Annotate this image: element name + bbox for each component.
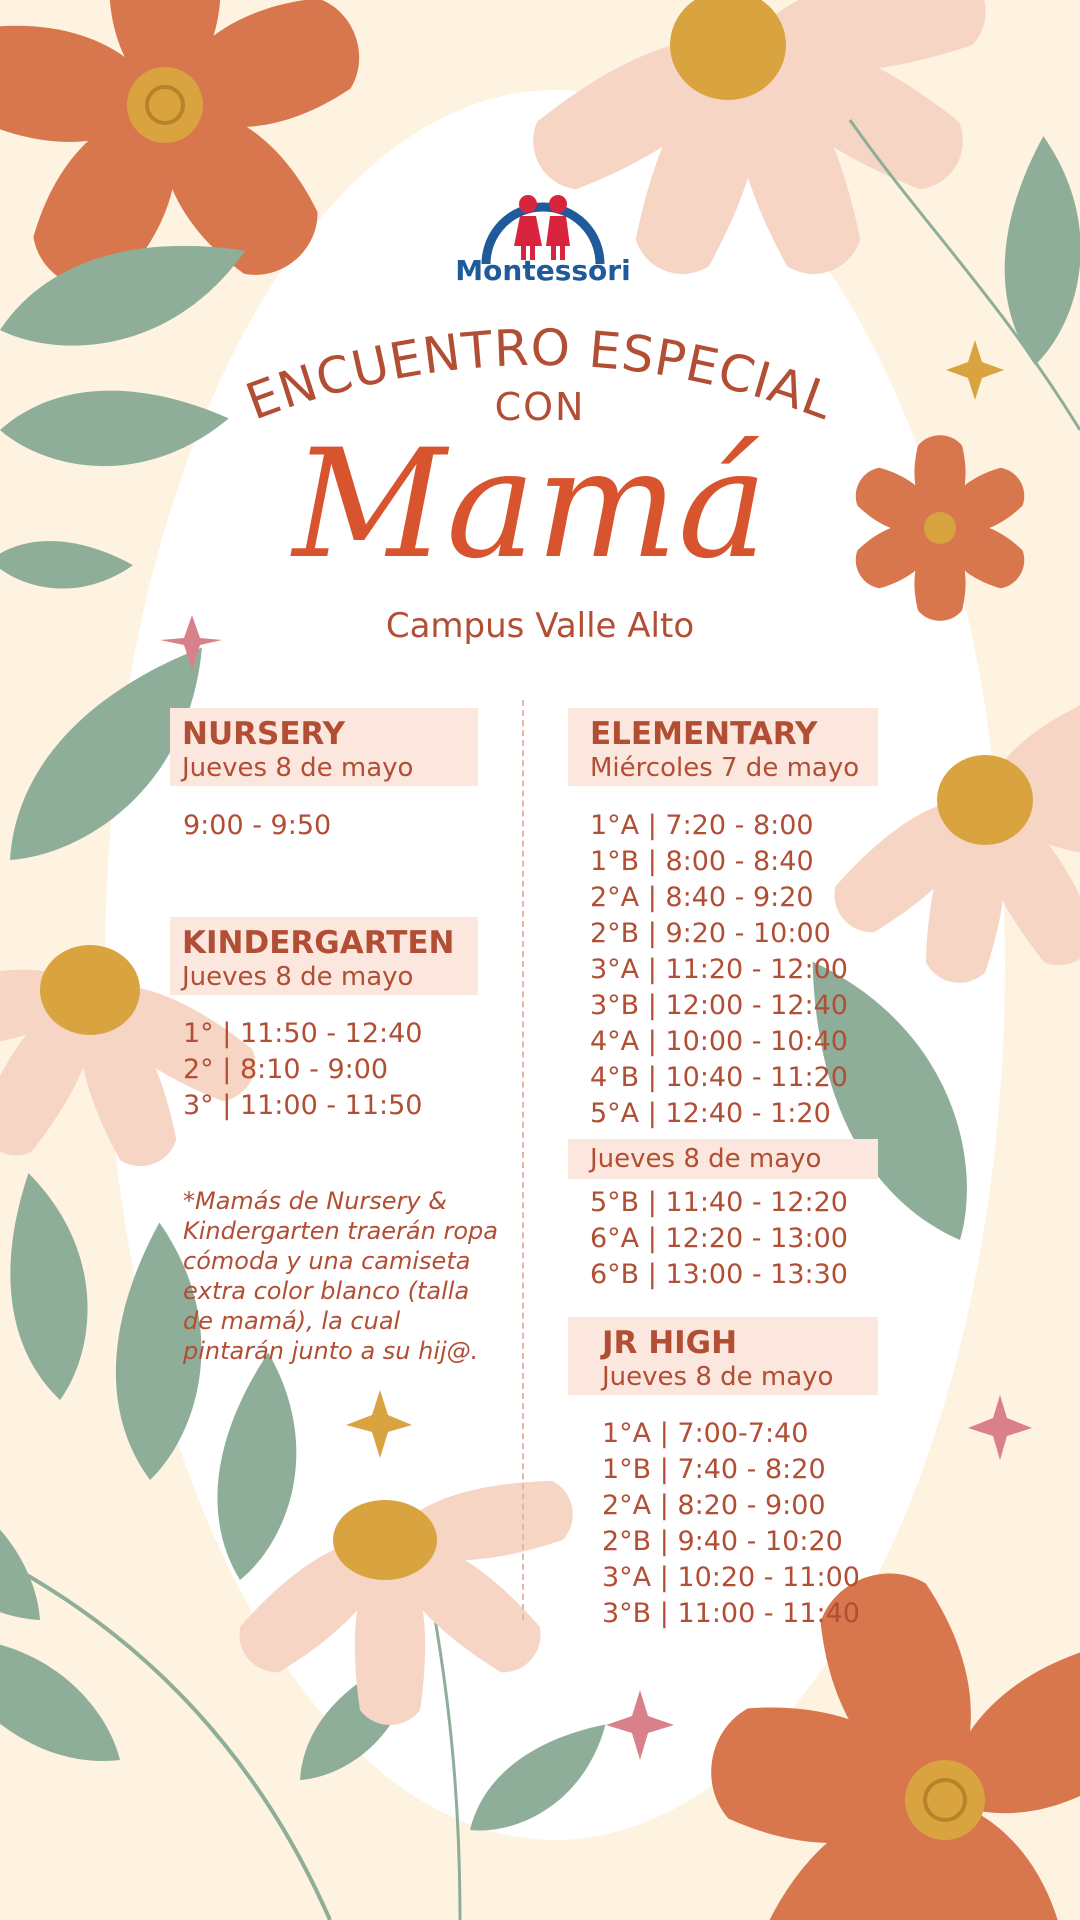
nursery-slot: 9:00 - 9:50 (183, 810, 332, 841)
elementary-slot: 5°A | 12:40 - 1:20 (590, 1098, 831, 1129)
nursery-title: NURSERY (182, 716, 346, 752)
jrhigh-slot: 3°A | 10:20 - 11:00 (602, 1562, 860, 1593)
jrhigh-slot: 2°A | 8:20 - 9:00 (602, 1490, 826, 1521)
elementary-date2: Jueves 8 de mayo (568, 1139, 878, 1179)
elementary-slot: 2°B | 9:20 - 10:00 (590, 918, 831, 949)
elementary-slot: 4°B | 10:40 - 11:20 (590, 1062, 848, 1093)
elementary-slot: 5°B | 11:40 - 12:20 (590, 1187, 848, 1218)
elementary-header (568, 708, 878, 786)
campus-name: Campus Valle Alto (385, 606, 695, 646)
elementary-slot: 1°B | 8:00 - 8:40 (590, 846, 814, 877)
elementary-slot: 1°A | 7:20 - 8:00 (590, 810, 814, 841)
logo-children-icon (478, 176, 608, 266)
elementary-slots (590, 808, 848, 1132)
jrhigh-header (568, 1317, 878, 1395)
title-line1-text: ENCUENTRO ESPECIAL (238, 318, 842, 432)
kindergarten-header (170, 917, 478, 995)
jrhigh-date: Jueves 8 de mayo (602, 1362, 834, 1392)
nursery-header (170, 708, 478, 786)
elementary-title: ELEMENTARY (590, 716, 818, 752)
jrhigh-slot: 3°B | 11:00 - 11:40 (602, 1598, 860, 1629)
elementary-slot: 6°A | 12:20 - 13:00 (590, 1223, 848, 1254)
jrhigh-slot: 1°A | 7:00-7:40 (602, 1418, 809, 1449)
kindergarten-slot: 2° | 8:10 - 9:00 (183, 1054, 389, 1085)
column-divider (522, 700, 524, 1620)
kindergarten-slot: 3° | 11:00 - 11:50 (183, 1090, 423, 1121)
jrhigh-title: JR HIGH (602, 1325, 738, 1361)
jrhigh-slot: 2°B | 9:40 - 10:20 (602, 1526, 843, 1557)
elementary-slots2 (590, 1185, 848, 1293)
title-line2: CON (494, 385, 586, 429)
kindergarten-slot: 1° | 11:50 - 12:40 (183, 1018, 423, 1049)
title-script: Mamá (292, 418, 768, 592)
elementary-date: Miércoles 7 de mayo (590, 753, 860, 783)
elementary-slot: 4°A | 10:00 - 10:40 (590, 1026, 848, 1057)
elementary-slot: 6°B | 13:00 - 13:30 (590, 1259, 848, 1290)
logo-text: Montessori (455, 254, 631, 287)
jrhigh-slot: 1°B | 7:40 - 8:20 (602, 1454, 826, 1485)
note-text: *Mamás de Nursery & Kindergarten traerán ropa cómoda y una camiseta extra color blanco (talla de mamá), la cual pintarán junto a su hij@. (183, 1187, 498, 1365)
nursery-date: Jueves 8 de mayo (182, 753, 414, 783)
montessori-logo (438, 176, 648, 296)
jrhigh-slots (602, 1416, 860, 1632)
elementary-slot: 3°B | 12:00 - 12:40 (590, 990, 848, 1021)
nursery-slots (183, 808, 331, 844)
kindergarten-title: KINDERGARTEN (182, 925, 455, 961)
elementary-slot: 3°A | 11:20 - 12:00 (590, 954, 848, 985)
kindergarten-slots (183, 1016, 422, 1124)
kindergarten-date: Jueves 8 de mayo (182, 962, 414, 992)
elementary-slot: 2°A | 8:40 - 9:20 (590, 882, 814, 913)
